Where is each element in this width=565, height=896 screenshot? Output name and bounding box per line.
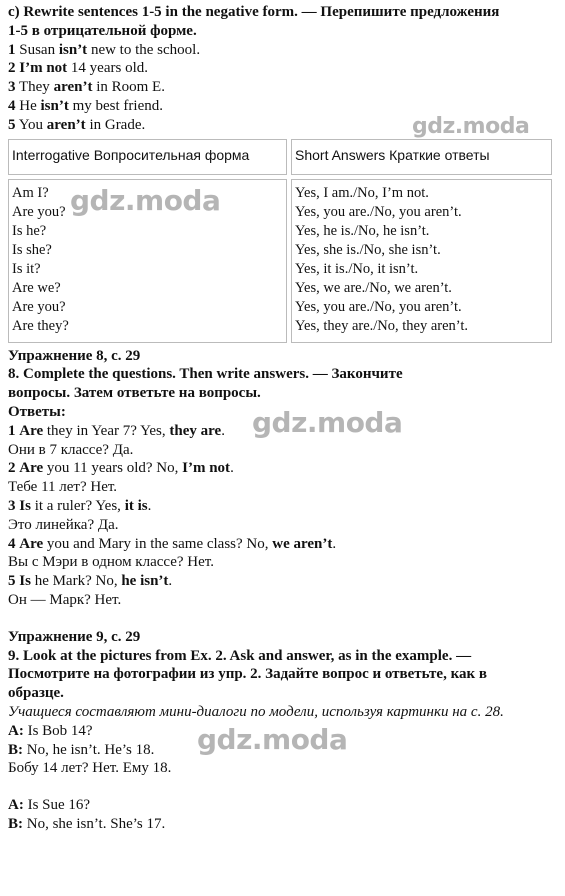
- answer-item: Yes, they are./No, they aren’t.: [295, 317, 469, 334]
- ex9-task-line3: образце.: [8, 685, 64, 702]
- dialog-line-b: B: No, he isn’t. He’s 18.: [8, 741, 155, 758]
- answer-item: Yes, she is./No, she isn’t.: [295, 241, 441, 258]
- dialog-translation: Бобу 14 лет? Нет. Ему 18.: [8, 760, 172, 777]
- ex8-answer: 1 Are they in Year 7? Yes, they are.: [8, 422, 225, 439]
- watermark-logo: gdz.moda: [197, 723, 348, 756]
- table-header-interrogative: Interrogative Вопросительная форма: [8, 139, 287, 175]
- dialog-line-b: B: No, she isn’t. She’s 17.: [8, 815, 166, 832]
- ex8-answers-label: Ответы:: [8, 403, 66, 420]
- answer-item: Yes, you are./No, you aren’t.: [295, 298, 462, 315]
- ex9-note: Учащиеся составляют мини-диалоги по модели, используя картинки на с. 28.: [8, 703, 504, 720]
- ex8-answer: 4 Are you and Mary in the same class? No, we aren’t.: [8, 535, 337, 552]
- dialog-line-a: A: Is Bob 14?: [8, 722, 93, 739]
- section-c-title-line1: c) Rewrite sentences 1-5 in the negative form. — Перепишите предложения: [8, 4, 500, 20]
- watermark-logo: gdz.moda: [412, 114, 530, 139]
- question-item: Are we?: [12, 279, 61, 296]
- answer-item: Yes, it is./No, it isn’t.: [295, 260, 419, 277]
- ex8-answer: 3 Is it a ruler? Yes, it is.: [8, 497, 152, 514]
- watermark-logo: gdz.moda: [70, 184, 221, 217]
- table-header-short-answers: Short Answers Краткие ответы: [291, 139, 552, 175]
- interrogative-column: [8, 179, 287, 343]
- ex8-translation: Они в 7 классе? Да.: [8, 441, 134, 458]
- answer-item: Yes, I am./No, I’m not.: [295, 184, 429, 201]
- section-c-item: 4 He isn’t my best friend.: [8, 97, 163, 114]
- question-item: Are you?: [12, 203, 66, 220]
- ex9-task-line1: 9. Look at the pictures from Ex. 2. Ask and answer, as in the example. —: [8, 647, 472, 664]
- ex8-translation: Вы с Мэри в одном классе? Нет.: [8, 554, 214, 571]
- ex8-task-line1: 8. Complete the questions. Then write answers. — Закончите: [8, 366, 403, 383]
- ex8-answer: 5 Is he Mark? No, he isn’t.: [8, 573, 173, 590]
- ex8-answer: 2 Are you 11 years old? No, I’m not.: [8, 460, 234, 477]
- section-c-item: 2 I’m not 14 years old.: [8, 60, 148, 77]
- section-c-title-line2: 1-5 в отрицательной форме.: [8, 22, 197, 39]
- ex9-heading: Упражнение 9, с. 29: [8, 628, 141, 645]
- section-c-item: 1 Susan isn’t new to the school.: [8, 41, 201, 58]
- question-item: Am I?: [12, 184, 49, 201]
- question-item: Are you?: [12, 298, 66, 315]
- short-answers-column: [291, 179, 552, 343]
- ex8-heading: Упражнение 8, с. 29: [8, 347, 141, 364]
- ex8-translation: Тебе 11 лет? Нет.: [8, 479, 118, 496]
- dialog-line-a: A: Is Sue 16?: [8, 797, 91, 814]
- answer-item: Yes, we are./No, we aren’t.: [295, 279, 452, 296]
- section-c-item: 3 They aren’t in Room E.: [8, 79, 165, 96]
- watermark-logo: gdz.moda: [252, 406, 403, 439]
- ex8-translation: Он — Марк? Нет.: [8, 591, 122, 608]
- ex8-task-line2: вопросы. Затем ответьте на вопросы.: [8, 385, 261, 402]
- spacer: [8, 778, 560, 796]
- section-c-item: 5 You aren’t in Grade.: [8, 116, 146, 133]
- ex8-translation: Это линейка? Да.: [8, 516, 119, 533]
- question-item: Are they?: [12, 317, 69, 334]
- forms-table: [4, 135, 556, 347]
- answer-item: Yes, he is./No, he isn’t.: [295, 222, 430, 239]
- answer-item: Yes, you are./No, you aren’t.: [295, 203, 462, 220]
- spacer: [8, 610, 560, 628]
- page-content: [8, 3, 560, 834]
- question-item: Is it?: [12, 260, 41, 277]
- ex9-task-line2: Посмотрите на фотографии из упр. 2. Задайте вопрос и ответьте, как в: [8, 666, 487, 683]
- question-item: Is she?: [12, 241, 52, 258]
- question-item: Is he?: [12, 222, 47, 239]
